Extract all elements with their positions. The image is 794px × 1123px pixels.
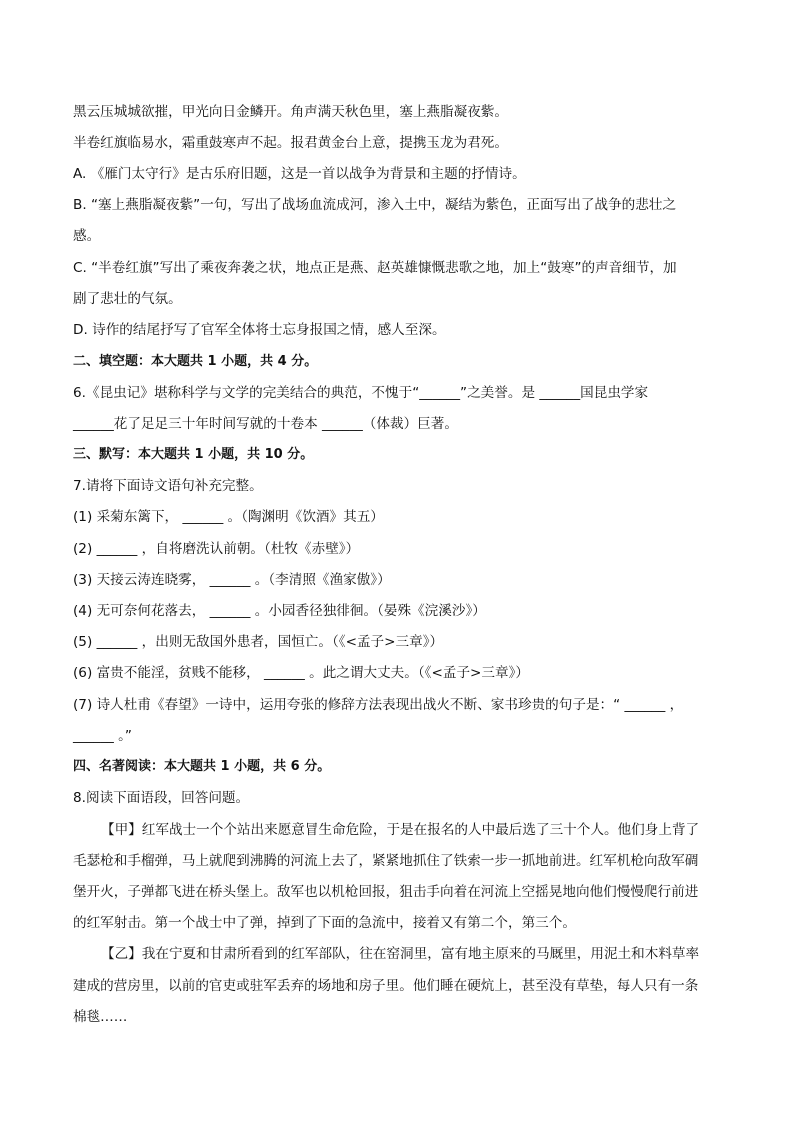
section-2-title: 二、填空题：本大题共 1 小题，共 4 分。 bbox=[73, 354, 318, 369]
question-7-item: (4) 无可奈何花落去， ______ 。小园香径独徘徊。（晏殊《浣溪沙》） bbox=[73, 603, 486, 619]
passage-yi-line: 棉毯…… bbox=[73, 1009, 128, 1025]
question-7-item: (6) 富贵不能淫，贫贱不能移， ______ 。此之谓大丈夫。（《<孟子>三章》） bbox=[73, 665, 530, 681]
option-a: A. 《雁门太守行》是古乐府旧题，这是一首以战争为背景和主题的抒情诗。 bbox=[73, 166, 526, 182]
passage-yi-line: 建成的营房里，以前的官吏或驻军丢弃的场地和房子里。他们睡在硬炕上，甚至没有草垫，每人只有一条 bbox=[73, 978, 699, 994]
option-b-line-2: 感。 bbox=[73, 228, 101, 244]
option-c-line-1: C. “半卷红旗”写出了乘夜奔袭之状，地点正是燕、赵英雄慷慨悲歌之地，加上“鼓寒”的声音细节，加 bbox=[73, 260, 677, 276]
passage-jia-line: 【甲】红军战士一个个站出来愿意冒生命危险，于是在报名的人中最后选了三十个人。他们身上背了 bbox=[101, 822, 700, 838]
passage-yi-line: 【乙】我在宁夏和甘肃所看到的红军部队，往在窑洞里，富有地主原来的马厩里，用泥土和木料草率 bbox=[101, 946, 700, 962]
passage-jia-line: 堡开火，子弹都飞进在桥头堡上。敌军也以机枪回报，狙击手向着在河流上空摇晃地向他们慢慢爬行前进 bbox=[73, 884, 699, 900]
option-c-line-2: 剧了悲壮的气氛。 bbox=[73, 291, 182, 307]
option-b-line-1: B. “塞上燕脂凝夜紫”一句，写出了战场血流成河，渗入土中，凝结为紫色，正面写出了战争的悲壮之 bbox=[73, 197, 676, 213]
question-7-item: ______ 。” bbox=[73, 728, 132, 744]
question-7-intro: 7.请将下面诗文语句补充完整。 bbox=[73, 478, 263, 494]
question-7-item: (7) 诗人杜甫《春望》一诗中，运用夸张的修辞方法表现出战火不断、家书珍贵的句子是：“ ______ ， bbox=[73, 697, 684, 713]
poem-line-2: 半卷红旗临易水，霜重鼓寒声不起。报君黄金台上意，提携玉龙为君死。 bbox=[73, 135, 508, 151]
passage-jia-line: 毛瑟枪和手榴弹，马上就爬到沸腾的河流上去了，紧紧地抓住了铁索一步一抓地前进。红军机枪向敌军碉 bbox=[73, 853, 699, 869]
section-4-title: 四、名著阅读：本大题共 1 小题，共 6 分。 bbox=[73, 759, 331, 774]
poem-line-1: 黑云压城城欲摧，甲光向日金鳞开。角声满天秋色里，塞上燕脂凝夜紫。 bbox=[73, 104, 508, 120]
question-8-intro: 8.阅读下面语段，回答问题。 bbox=[73, 790, 250, 806]
question-6-line-1: 6.《昆虫记》堪称科学与文学的完美结合的典范，不愧于“______”之美誉。是 ______国昆虫学家 bbox=[73, 385, 649, 401]
passage-jia-line: 的红军射击。第一个战士中了弹，掉到了下面的急流中，接着又有第二个，第三个。 bbox=[73, 915, 576, 931]
option-d: D. 诗作的结尾抒写了官军全体将士忘身报国之情，感人至深。 bbox=[73, 322, 446, 338]
question-7-item: (2) ______ ，自将磨洗认前朝。（杜牧《赤壁》） bbox=[73, 541, 360, 557]
question-7-item: (3) 天接云涛连晓雾， ______ 。（李清照《渔家傲》） bbox=[73, 572, 391, 588]
question-7-item: (1) 采菊东篱下， ______ 。（陶渊明《饮酒》其五） bbox=[73, 509, 384, 525]
question-7-item: (5) ______ ，出则无敌国外患者，国恒亡。（《<孟子>三章》） bbox=[73, 634, 444, 650]
section-3-title: 三、默写：本大题共 1 小题，共 10 分。 bbox=[73, 447, 314, 462]
question-6-line-2: ______花了足足三十年时间写就的十卷本 ______（体裁）巨著。 bbox=[73, 416, 458, 432]
